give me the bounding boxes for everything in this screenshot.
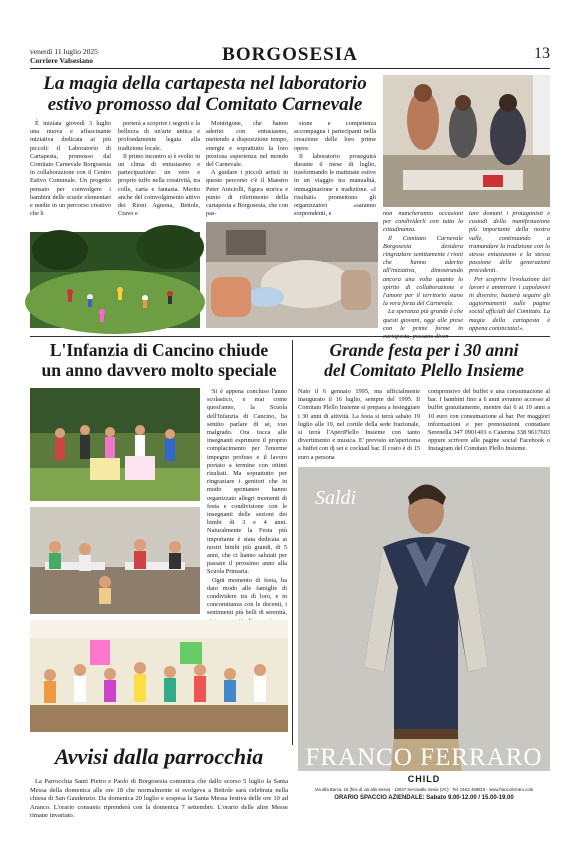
advert-brand: FRANCO FERRARO bbox=[305, 744, 543, 771]
parrocchia-text-body: La Parrocchia Santi Pietro e Paolo di Borgosesia comunica che dallo scorso 5 luglio la Santa Messa della domenica alle ore 18 che normalmente si svolgeva a Bettole sarà celebrata nella chiesa di San Gaudenzio. Da domenica 20 luglio e sospesa la Santa Messa festiva delle ore 10 ad Aranco. L'orario consueto riprenderà con la domenica 7 settembre. L'orario delle altre Messe rimane invariato. bbox=[30, 778, 288, 820]
photo-children-workshop bbox=[206, 222, 378, 328]
cartapesta-col4-text-b: Il laboratorio proseguirà durante il mese di luglio, trasformando le mattinate estive in un viaggio tra manualità, immaginazione e tradizione. «I risultati» promettono gli organizzatori «saranno sorprendenti, e bbox=[294, 152, 376, 218]
photo-infanzia-group bbox=[30, 388, 200, 501]
plello-col2 bbox=[428, 388, 550, 463]
column-divider-main bbox=[292, 340, 293, 745]
cartapesta-col5-text-c: La speranza più grande è che questi giovani, oggi alle prese con le prime forme in cartapesta, possano diven- bbox=[383, 308, 463, 341]
section-divider-1 bbox=[30, 336, 550, 337]
plello-col1-text: Nato il 6 gennaio 1995, ma ufficialmente inaugurato il 16 luglio, sempre del 1995. Il Comitato Plello Insieme si prepara a festeggiare i 30 anni di attività. La festa si terrà sabato 19 luglio alle 19, nel cortile della sede frazionale, si terrà l'AperiPlello Insieme con tanto divertimento e musica. E' previsto un'apericena a buffet con dj set e cocktail bar. Il costo è di 15 euro a persona bbox=[298, 388, 420, 461]
cartapesta-col5 bbox=[383, 210, 463, 341]
photo-workshop-table bbox=[383, 75, 550, 207]
cartapesta-headline bbox=[30, 73, 380, 116]
section-title: BORGOSESIA bbox=[222, 44, 358, 65]
plello-headline bbox=[298, 341, 550, 380]
cartapesta-headline-line1: La magia della cartapesta nel laboratorio bbox=[43, 73, 367, 94]
advert-address: Via alla Barca, 16 (fine di via alla Sesia) · 13037 Serravalle Sesia (VC) · Tel. 0163 459815 · www.francoferraro.com bbox=[314, 787, 534, 792]
cartapesta-col5-text-b: Il Comitato Carnevale Borgosesia desidera ringraziare sentitamente i rioni che hanno aderito all'iniziativa, dimostrando ancora una volta quanto lo spirito di collaborazione e l'amore per il territorio siano la vera forza del Carnevale. bbox=[383, 234, 463, 308]
photo-children-park bbox=[30, 232, 200, 328]
infanzia-text-column bbox=[207, 388, 287, 633]
cartapesta-col1-text: È iniziata giovedì 3 luglio una nuova e affascinante iniziativa dedicata ai più piccoli: il Laboratorio di Cartapesta, promosso dal Comitato Carnevale Borgosesia in collaborazione con il Centro Estivo Comunale. Un progetto pensato per coinvolgere i bambini delle scuole elementari e medie in un percorso creativo che li bbox=[30, 120, 111, 218]
cartapesta-col4 bbox=[294, 120, 376, 220]
cartapesta-headline-line2: estivo promosso dal Comitato Carnevale bbox=[47, 94, 363, 116]
masthead-date-block bbox=[30, 47, 98, 65]
plello-headline-line1: Grande festa per i 30 anni bbox=[329, 340, 519, 360]
photo-infanzia-tables bbox=[30, 507, 200, 614]
header-rule bbox=[30, 68, 550, 69]
cartapesta-col2 bbox=[118, 120, 200, 230]
cartapesta-col3 bbox=[206, 120, 288, 220]
plello-col2-text: comprensivo del buffet e una consumazione al bar. I bambini fino a 6 anni avranno accesso al buffet gratuitamente, mentre dai 6 ai 10 anni a 10 euro con consumazione al bar. Per maggiori informazioni e per prenotazioni contattare Serenella 347 0901401 o Caterina 338 9617603 oppure scrivere alle pagine social Facebook o Instagram del Comitato Plello Insieme. bbox=[428, 388, 550, 453]
cartapesta-col4-text-a: sione e competenza accompagna i partecipanti nella creazione delle loro prime opere. bbox=[294, 120, 376, 152]
cartapesta-col3-text-a: Montrigone, che hanno aderito con entusiasmo, mettendo a disposizione tempo, energie e soprattutto la loro preziosa esperienza nel mondo del Carnevale. bbox=[206, 120, 288, 169]
advert-saldi: Saldi bbox=[315, 487, 357, 509]
cartapesta-col2-text-a: porterà a scoprire i segreti e la bellezza di un'arte antica e profondamente legata alla tradizione locale. bbox=[118, 120, 200, 152]
plello-col1 bbox=[298, 388, 420, 463]
cartapesta-col2-text-b: Il primo incontro si è svolto in un clima di entusiasmo e partecipazione: un vero e proprio tuffo nella creatività, tra colle, carta e fantasia. Merito anche del coinvolgimento attivo dei Rioni Agnona, Bettole, Cravo e bbox=[118, 152, 200, 218]
cartapesta-col6 bbox=[469, 210, 550, 335]
infanzia-text-body2: Ogni momento di festa, ha dato modo alle famiglie di condividere tra di loro, e in concomitanza con le docenti, i sentimenti più belli di serenità, bbox=[207, 576, 287, 617]
infanzia-headline bbox=[30, 341, 288, 380]
cartapesta-col6-text-b: Per scoprire l'evoluzione dei lavori e ammirare i capolavori in divenire, basterà seguire gli aggiornamenti sulle pagine social ufficiali del Comitato. La magia della cartapesta è appena cominciata!». bbox=[469, 275, 550, 332]
cartapesta-col6-text-a: tare domani i protagonisti e custodi della manifestazione più importante della nostra valle, continuando a tramandare la tradizione con lo stesso entusiasmo e la stessa passione delle generazioni precedenti. bbox=[469, 210, 550, 275]
photo-infanzia-party bbox=[30, 620, 288, 732]
cartapesta-col3-text-b: A guidare i piccoli artisti in questo percorso c'è il Maestro Peter Aniciolli, figura storica e punto di riferimento della cartapesta a Borgosesia, che con pas- bbox=[206, 169, 288, 218]
infanzia-headline-line1: L'Infanzia di Cancino chiude bbox=[49, 340, 269, 360]
paper-name: Corriere Valsesiano bbox=[30, 56, 93, 65]
plello-headline-line2: del Comitato Plello Insieme bbox=[324, 359, 524, 380]
advert-footer bbox=[298, 771, 550, 814]
parrocchia-text bbox=[30, 778, 288, 818]
advert-store-logo: CHILD bbox=[407, 774, 441, 784]
cartapesta-col1 bbox=[30, 120, 111, 230]
issue-date: venerdì 11 luglio 2025 bbox=[30, 47, 98, 56]
page-number: 13 bbox=[534, 45, 550, 62]
infanzia-headline-line2: un anno davvero molto speciale bbox=[41, 359, 277, 380]
infanzia-text-body: Si è appena concluso l'anno scolastico, e mai come quest'anno, la Scuola dell'Infanzia di Cancino, ha sentito parlare di sé, vuo malgrado. Ora tocca alle insegnanti esprimere il proprio compiacimento per l'enorme impegno profuso e il lavoro portato a termine con ottimi risultati. Ma soprattutto per ringraziare i genitori che in modo spontaneo hanno organizzato allegri momenti di festa e condivisione con le insegnanti delle sezioni dei bimbi di 3 e 4 anni. Naturalmente la Festa più importante è stata dedicata ai nostri bimbi più grandi, di 5 anni, che ci hanno salutati per passare il prossimo anno alla Scuola Primaria. bbox=[207, 388, 287, 576]
parrocchia-headline: Avvisi dalla parrocchia bbox=[54, 744, 264, 769]
advert-hours: ORARIO SPACCIO AZIENDALE: Sabato 9.00-12.00 / 15.00-19.00 bbox=[334, 795, 514, 801]
cartapesta-col5-text-a: non mancheranno occasioni per condividerli con tutta la cittadinanza. bbox=[383, 210, 463, 234]
